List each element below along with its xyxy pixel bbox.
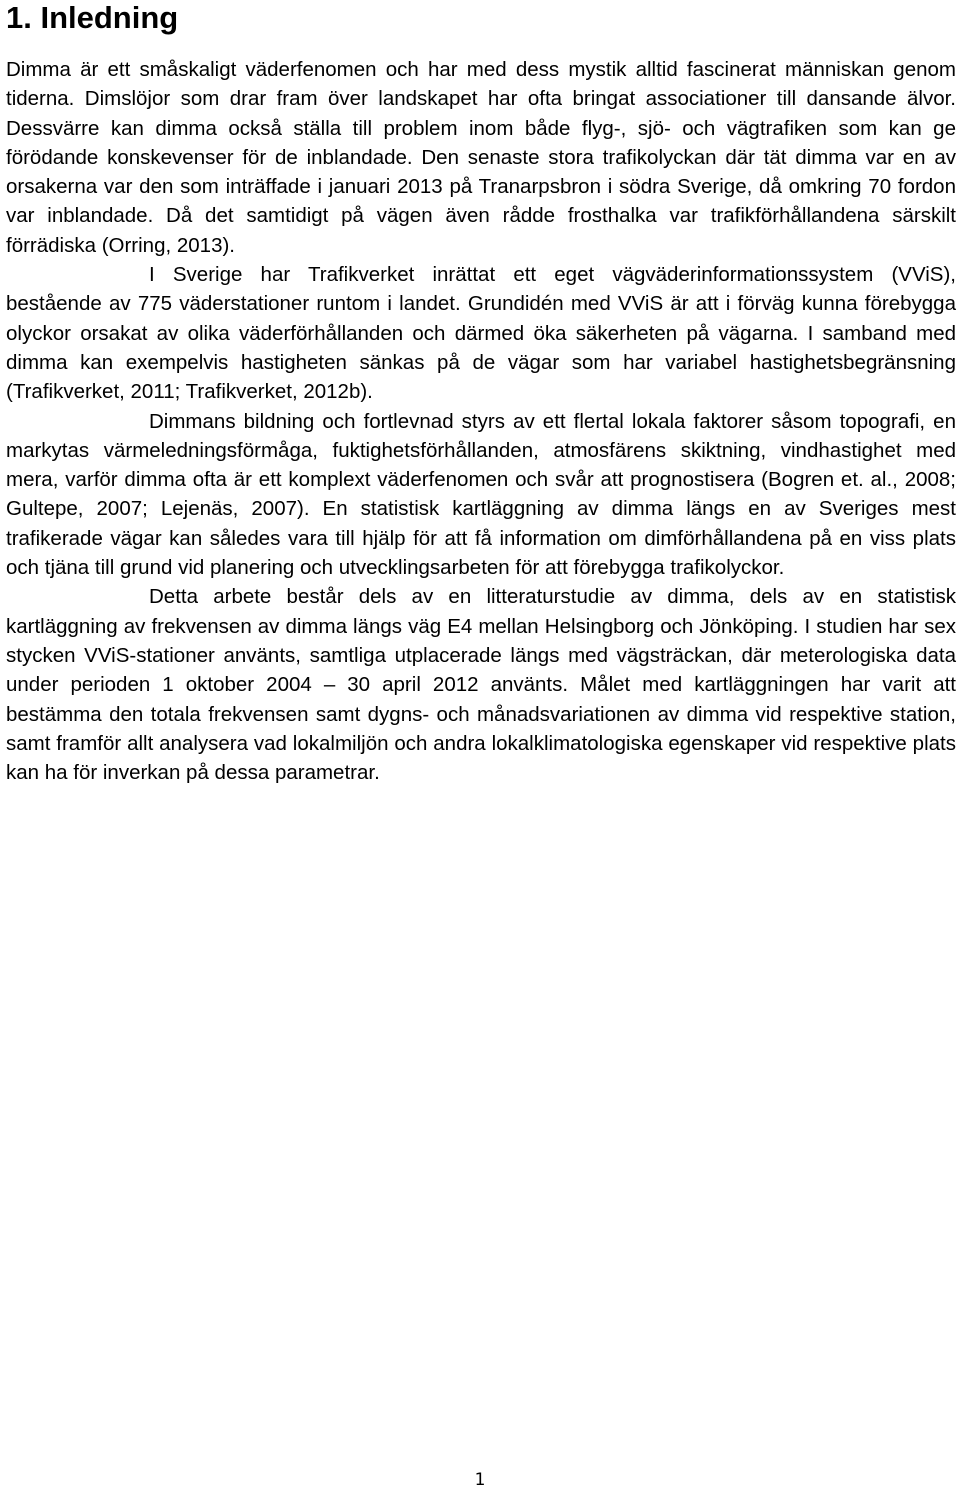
page-number: 1 (474, 1470, 486, 1490)
paragraph-fog-formation: Dimmans bildning och fortlevnad styrs av ett flertal lokala faktorer såsom topografi, en markytas värmeledningsförmåga, fuktighetsförhållanden, atmosfärens skiktning, vindhastighet med mera, varför dimma ofta är ett komplext väderfenomen och svår att prognostisera (Bogren et. al., 2008; Gultepe, 2007; Lejenäs, 2007). En statistisk kartläggning av dimma längs en av Sveriges mest trafikerade vägar kan således vara till hjälp för att få information om dimförhållandena på en viss plats och tjäna till grund vid planering och utvecklingsarbeten för att förebygga trafikolyckor. (6, 409, 956, 580)
section-heading: 1. Inledning (6, 0, 179, 35)
paragraph-vvis: I Sverige har Trafikverket inrättat ett eget vägväderinformationssystem (VViS), bestående av 775 väderstationer runtom i landet. Grundidén med VViS är att i förväg kunna förebygga olyckor orsakat av olika väderförhållanden och därmed öka säkerheten på vägarna. I samband med dimma kan exempelvis hastigheten sänkas på de vägar som har variabel hastighetsbegränsning (Trafikverket, 2011; Trafikverket, 2012b). (6, 263, 956, 404)
paragraph-intro: Dimma är ett småskaligt väderfenomen och har med dess mystik alltid fascinerat människan genom tiderna. Dimslöjor som drar fram över landskapet har ofta bringat associationer till dansande älvor. Dessvärre kan dimma också ställa till problem inom både flyg-, sjö- och vägtrafiken som kan ge förödande konskevenser för de inblandade. Den senaste stora trafikolyckan där tät dimma var en av orsakerna var den som inträffade i januari 2013 på Tranarpsbron i södra Sverige, då omkring 70 fordon var inblandade. Då det samtidigt på vägen även rådde frosthalka var trafikförhållandena särskilt förrädiska (Orring, 2013). (6, 58, 956, 257)
body-text (6, 55, 956, 787)
paragraph-study-aim: Detta arbete består dels av en litteraturstudie av dimma, dels av en statistisk kartläggning av frekvensen av dimma längs väg E4 mellan Helsingborg och Jönköping. I studien har sex stycken VViS-stationer använts, samtliga utplacerade längs med vägsträckan, där meterologiska data under perioden 1 oktober 2004 – 30 april 2012 använts. Målet med kartläggningen har varit att bestämma den totala frekvensen samt dygns- och månadsvariationen av dimma vid respektive station, samt framför allt analysera vad lokalmiljön och andra lokalklimatologiska egenskaper vid respektive plats kan ha för inverkan på dessa parametrar. (6, 585, 956, 785)
